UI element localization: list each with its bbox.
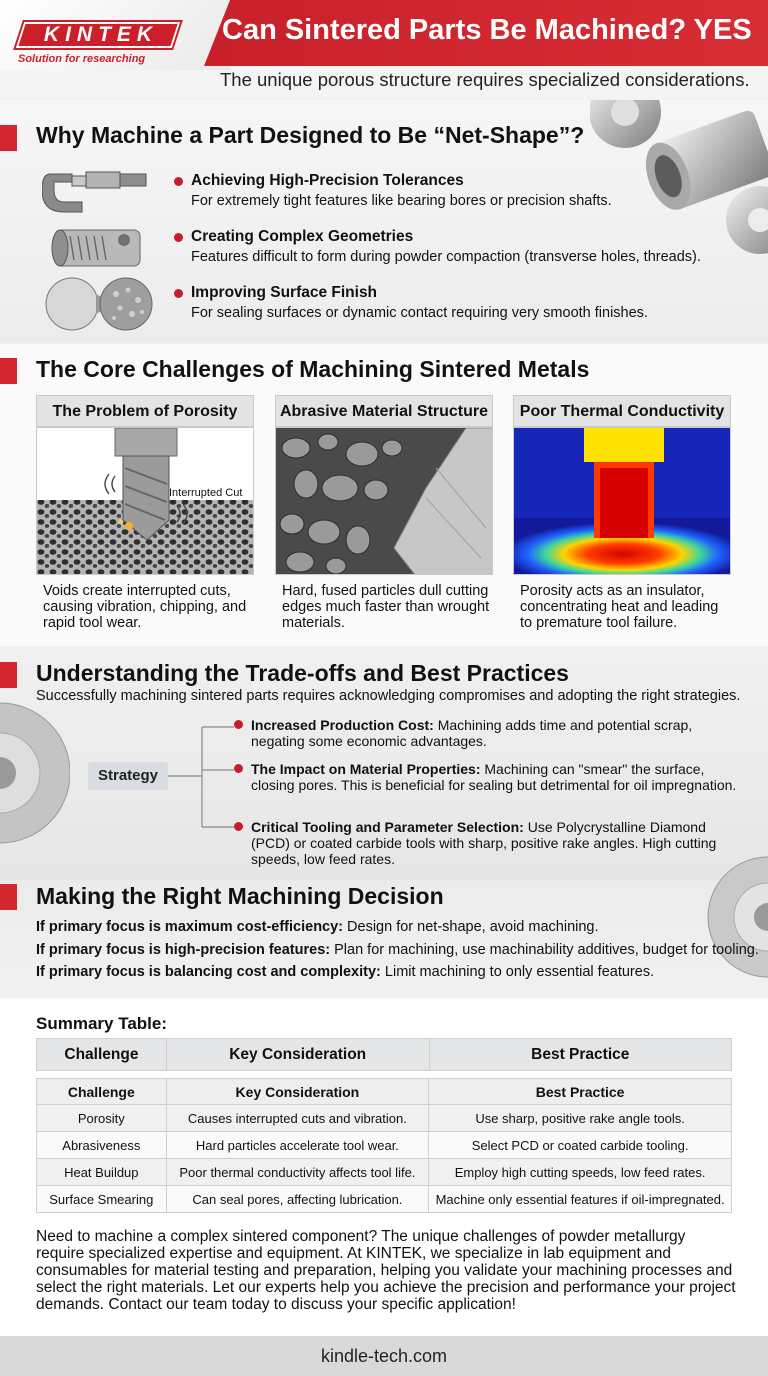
decision-heading: If primary focus is high-precision features: [36, 942, 331, 958]
page-subtitle: The unique porous structure requires specialized considerations. [220, 69, 750, 90]
table-cell: Select PCD or coated carbide tooling. [429, 1132, 732, 1159]
reason-desc: Features difficult to form during powder compaction (transverse holes, threads). [191, 249, 701, 265]
summary-header-table [36, 1038, 732, 1071]
challenge-card-title: Abrasive Material Structure [275, 395, 493, 427]
table-row [37, 1186, 732, 1213]
reason-geometry [191, 228, 701, 265]
table-cell: Employ high cutting speeds, low feed rates. [429, 1159, 732, 1186]
section-marker [0, 662, 17, 688]
gear-icon [704, 852, 768, 982]
summary-title: Summary Table: [36, 1014, 168, 1033]
thermal-image [513, 427, 731, 575]
practice-heading: Increased Production Cost: [251, 717, 434, 733]
decision-heading: If primary focus is balancing cost and complexity: [36, 964, 381, 980]
surface-finish-icon [44, 276, 154, 332]
practice-heading: Critical Tooling and Parameter Selection: [251, 819, 524, 835]
reason-title: Creating Complex Geometries [191, 228, 414, 245]
practice-text: Machining can "smear" the surface, closing pores. This is beneficial for sealing but detrimental for oil impregnation. [251, 761, 737, 793]
reason-finish [191, 284, 648, 321]
reason-precision [191, 172, 612, 209]
decision-item [36, 942, 759, 958]
practice-item [251, 717, 741, 749]
call-to-action: Need to machine a complex sintered component? The unique challenges of powder metallurgy require specialized expertise and equipment. At KINTEK, we specialize in lab equipment and consumables for material testing and preparation, helping you validate your machining processes and select the right materials. Let our experts help you achieve the precision and performance your project demands. Contact our team today to discuss your specific application! [36, 1228, 736, 1313]
table-cell: Causes interrupted cuts and vibration. [166, 1105, 429, 1132]
section-marker [0, 358, 17, 384]
strategy-label: Strategy [88, 762, 168, 790]
table-cell: Poor thermal conductivity affects tool life. [166, 1159, 429, 1186]
challenges-section [0, 344, 768, 646]
tradeoffs-title: Understanding the Trade-offs and Best Practices [36, 660, 569, 686]
practice-text: Use Polycrystalline Diamond (PCD) or coated carbide tools with sharp, positive rake angles. High cutting speeds, low feed rates. [251, 819, 717, 867]
table-cell: Abrasiveness [37, 1132, 167, 1159]
challenges-title: The Core Challenges of Machining Sintered Metals [36, 356, 590, 382]
header-cell: Key Consideration [166, 1079, 429, 1105]
summary-table [36, 1078, 732, 1213]
decision-heading: If primary focus is maximum cost-efficiency: [36, 919, 344, 935]
table-cell: Porosity [37, 1105, 167, 1132]
abrasive-image [275, 427, 493, 575]
challenge-card-title: Poor Thermal Conductivity [513, 395, 731, 427]
decision-text: Plan for machining, use machinability additives, budget for tooling. [330, 942, 759, 958]
decision-text: Design for net-shape, avoid machining. [343, 919, 599, 935]
practice-item [251, 761, 741, 793]
table-cell: Can seal pores, affecting lubrication. [166, 1186, 429, 1213]
reason-desc: For sealing surfaces or dynamic contact requiring very smooth finishes. [191, 305, 648, 321]
porosity-image [36, 427, 254, 575]
header-cell: Key Consideration [166, 1039, 429, 1071]
gear-icon [0, 698, 70, 848]
challenge-card-desc: Voids create interrupted cuts, causing vibration, chipping, and rapid tool wear. [43, 583, 247, 631]
table-cell: Machine only essential features if oil-impregnated. [429, 1186, 732, 1213]
strategy-connector [168, 722, 248, 832]
bullet-icon [174, 289, 183, 298]
section-marker [0, 884, 17, 910]
why-section [0, 100, 768, 342]
micrometer-icon [42, 168, 152, 218]
logo-tagline: Solution for researching [18, 53, 146, 65]
header-cell: Challenge [37, 1039, 167, 1071]
header [0, 0, 768, 98]
table-cell: Use sharp, positive rake angle tools. [429, 1105, 732, 1132]
tradeoffs-intro: Successfully machining sintered parts requires acknowledging compromises and adopting the right strategies. [36, 688, 741, 704]
header-cell: Best Practice [429, 1079, 732, 1105]
challenge-card-desc: Porosity acts as an insulator, concentrating heat and leading to premature tool failure. [520, 583, 719, 631]
bullet-icon [234, 720, 243, 729]
reason-desc: For extremely tight features like bearing bores or precision shafts. [191, 193, 612, 209]
section-marker [0, 125, 17, 151]
header-cell: Challenge [37, 1079, 167, 1105]
logo[interactable]: KINTEK [43, 23, 159, 46]
challenge-card-title: The Problem of Porosity [36, 395, 254, 427]
decision-text: Limit machining to only essential features. [380, 964, 655, 980]
reason-title: Improving Surface Finish [191, 284, 378, 301]
practice-heading: The Impact on Material Properties: [251, 761, 481, 777]
table-cell: Heat Buildup [37, 1159, 167, 1186]
decision-section [0, 880, 768, 998]
why-title: Why Machine a Part Designed to Be “Net-Shape”? [36, 122, 585, 148]
table-row [37, 1132, 732, 1159]
practice-text: Machining adds time and potential scrap, negating some economic advantages. [251, 717, 693, 749]
page-title: Can Sintered Parts Be Machined? YES [222, 14, 752, 46]
table-row [37, 1105, 732, 1132]
bullet-icon [234, 822, 243, 831]
header-cell: Best Practice [429, 1039, 731, 1071]
challenge-card-desc: Hard, fused particles dull cutting edges much faster than wrought materials. [282, 583, 490, 631]
practice-item [251, 819, 741, 867]
table-cell: Surface Smearing [37, 1186, 167, 1213]
bullet-icon [174, 177, 183, 186]
decision-title: Making the Right Machining Decision [36, 883, 444, 909]
interrupted-cut-label: Interrupted Cut [169, 487, 243, 499]
footer-link[interactable]: kindle-tech.com [0, 1336, 768, 1376]
decision-item [36, 964, 654, 980]
table-row [37, 1159, 732, 1186]
reason-title: Achieving High-Precision Tolerances [191, 172, 464, 189]
decision-item [36, 919, 599, 935]
threaded-part-icon [48, 224, 148, 272]
bullet-icon [234, 764, 243, 773]
table-cell: Hard particles accelerate tool wear. [166, 1132, 429, 1159]
bullet-icon [174, 233, 183, 242]
